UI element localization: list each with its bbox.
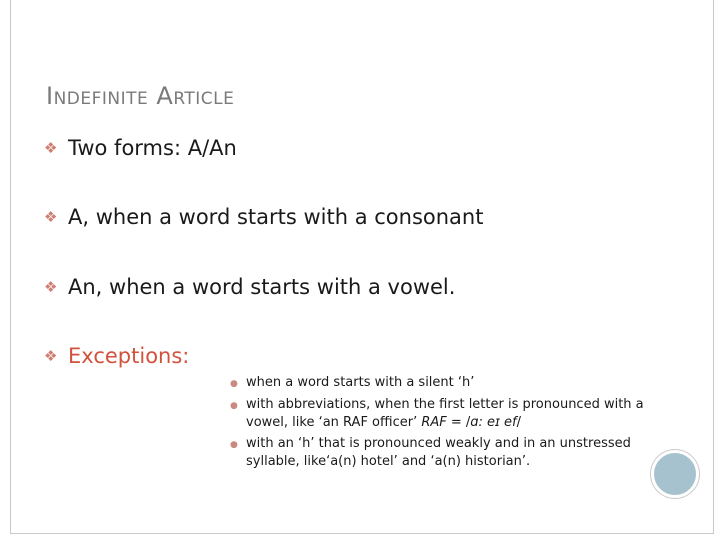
decorative-circle-icon	[651, 450, 699, 498]
sub-bullet-icon: ●	[230, 401, 238, 411]
slide-title: Indefinite Article	[46, 82, 235, 110]
sub-bullet-text: with abbreviations, when the first letter is pronounced with a vowel, like ‘an RAF officer’ RAF = /ɑ: eɪ ef/	[246, 397, 644, 430]
bullet-item	[44, 275, 455, 299]
bullet-item	[44, 205, 483, 229]
ornament-bullet-icon: ❖	[44, 278, 58, 296]
ornament-bullet-icon: ❖	[44, 347, 58, 365]
bullet-text: A, when a word starts with a consonant	[68, 205, 484, 229]
sub-bullet-icon: ●	[230, 379, 238, 389]
bullet-text: Two forms: A/An	[68, 136, 237, 160]
sub-bullet-icon: ●	[230, 440, 238, 450]
bullet-item	[44, 136, 237, 160]
bullet-text: An, when a word starts with a vowel.	[68, 275, 456, 299]
exceptions-heading: Exceptions:	[68, 344, 190, 368]
bullet-item-exceptions	[44, 344, 189, 368]
ornament-bullet-icon: ❖	[44, 139, 58, 157]
sub-bullet-text: when a word starts with a silent ‘h’	[246, 375, 475, 390]
ornament-bullet-icon: ❖	[44, 208, 58, 226]
sub-bullet-text: with an ‘h’ that is pronounced weakly and in an unstressed syllable, like‘a(n) hotel’ and ‘a(n) historian’.	[246, 436, 631, 469]
exceptions-sublist	[230, 374, 660, 474]
sub-bullet-item	[230, 396, 660, 432]
sub-bullet-item	[230, 435, 660, 471]
sub-bullet-item	[230, 374, 660, 393]
